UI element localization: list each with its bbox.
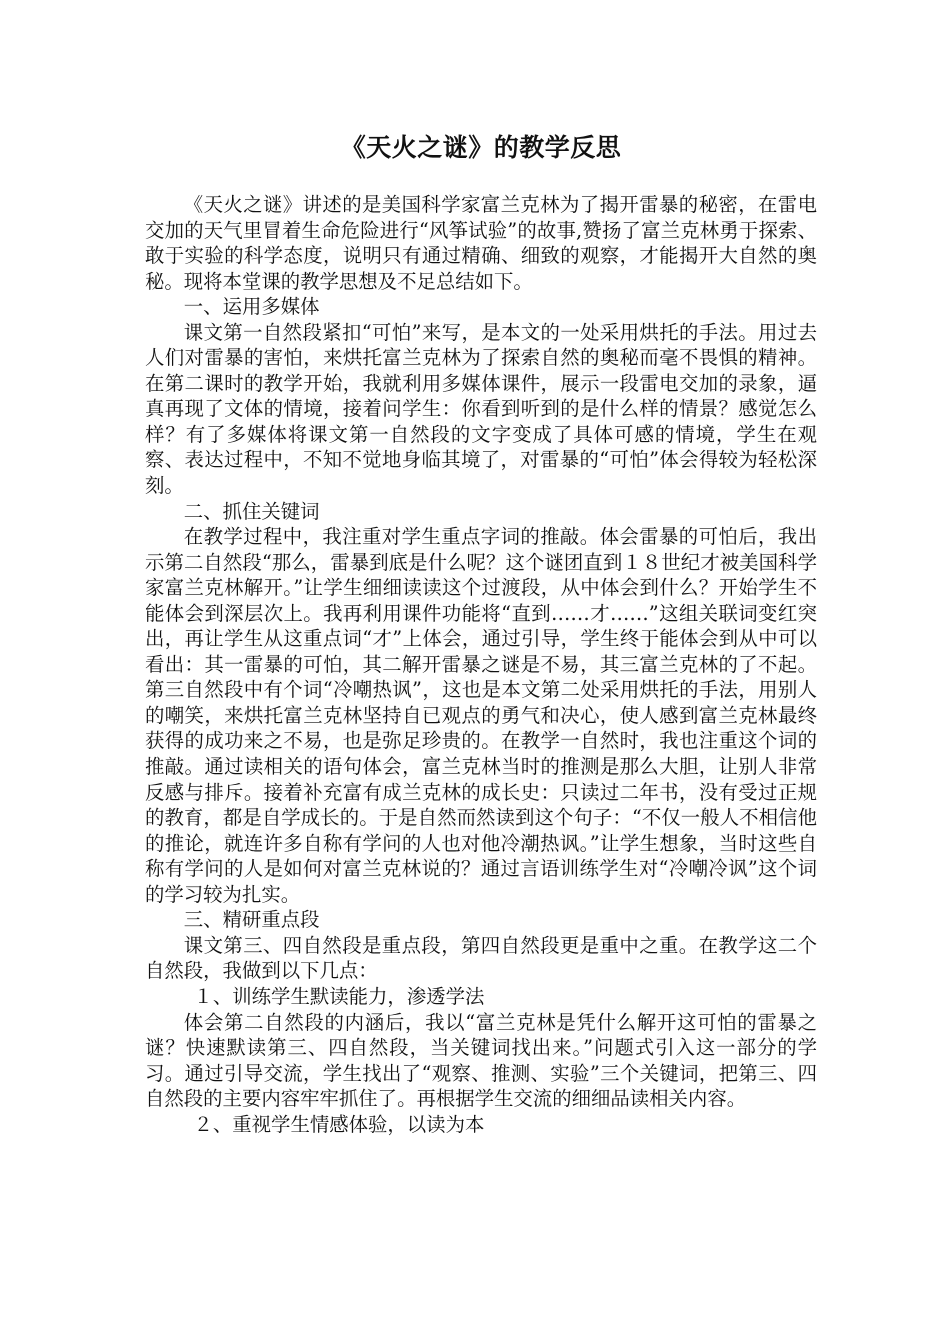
paragraph-intro: 《天火之谜》讲述的是美国科学家富兰克林为了揭开雷暴的秘密，在雷电交加的天气里冒着生命危险进行“风筝试验”的故事,赞扬了富兰克林勇于探索、敢于实验的科学态度，说明只有通过精确、细致的观察，才能揭开大自然的奥秘。现将本堂课的教学思想及不足总结如下。	[145, 193, 817, 293]
paragraph-silent-reading: 体会第二自然段的内涵后，我以“富兰克林是凭什么解开这可怕的雷暴之谜？快速默读第三、四自然段，当关键词找出来。”问题式引入这一部分的学习。通过引导交流，学生找出了“观察、推测、实验”三个关键词，把第三、四自然段的主要内容牢牢抓住了。再根据学生交流的细细品读相关内容。	[145, 1010, 817, 1111]
paragraph-key-paragraphs: 课文第三、四自然段是重点段，第四自然段更是重中之重。在教学这二个自然段，我做到以下几点：	[145, 933, 817, 983]
paragraph-multimedia: 课文第一自然段紧扣“可怕”来写，是本文的一处采用烘托的手法。用过去人们对雷暴的害怕，来烘托富兰克林为了探索自然的奥秘而毫不畏惧的精神。在第二课时的教学开始，我就利用多媒体课件，展示一段雷电交加的录象，逼真再现了文体的情境，接着问学生：你看到听到的是什么样的情景？感觉怎么样？有了多媒体将课文第一自然段的文字变成了具体可感的情境，学生在观察、表达过程中，不知不觉地身临其境了，对雷暴的“可怕”体会得较为轻松深刻。	[145, 320, 817, 498]
subheading-emotional-experience: ２、重视学生情感体验，以读为本	[193, 1112, 485, 1136]
document-title: 《天火之谜》的教学反思	[340, 133, 622, 162]
section-heading-multimedia: 一、运用多媒体	[183, 295, 320, 319]
document-page	[145, 128, 817, 1137]
section-heading-keywords: 二、抓住关键词	[183, 499, 320, 523]
document-body	[145, 192, 817, 1137]
subheading-silent-reading: １、训练学生默读能力，渗透学法	[193, 984, 485, 1008]
paragraph-keywords: 在教学过程中，我注重对学生重点字词的推敲。体会雷暴的可怕后，我出示第二自然段“那么，雷暴到底是什么呢？这个谜团直到１８世纪才被美国科学家富兰克林解开。”让学生细细读读这个过渡段，从中体会到什么？开始学生不能体会到深层次上。我再利用课件功能将“直到……才……”这组关联词变红突出，再让学生从这重点词“才”上体会，通过引导，学生终于能体会到从中可以看出：其一雷暴的可怕，其二解开雷暴之谜是不易，其三富兰克林的了不起。第三自然段中有个词“冷嘲热讽”，这也是本文第二处采用烘托的手法，用别人的嘲笑，来烘托富兰克林坚持自已观点的勇气和决心，使人感到富兰克林最终获得的成功来之不易，也是弥足珍贵的。在教学一自然时，我也注重这个词的推敲。通过读相关的语句体会，富兰克林当时的推测是那么大胆，让别人非常反感与排斥。接着补充富有成兰克林的成长史：只读过二年书，没有受过正规的教育，都是自学成长的。于是自然而然读到这个句子：“不仅一般人不相信他的推论，就连许多自称有学问的人也对他冷潮热讽。”让学生想象，当时这些自称有学问的人是如何对富兰克林说的？通过言语训练学生对“冷嘲冷讽”这个词的学习较为扎实。	[145, 525, 817, 906]
section-heading-key-paragraphs: 三、精研重点段	[183, 908, 320, 932]
